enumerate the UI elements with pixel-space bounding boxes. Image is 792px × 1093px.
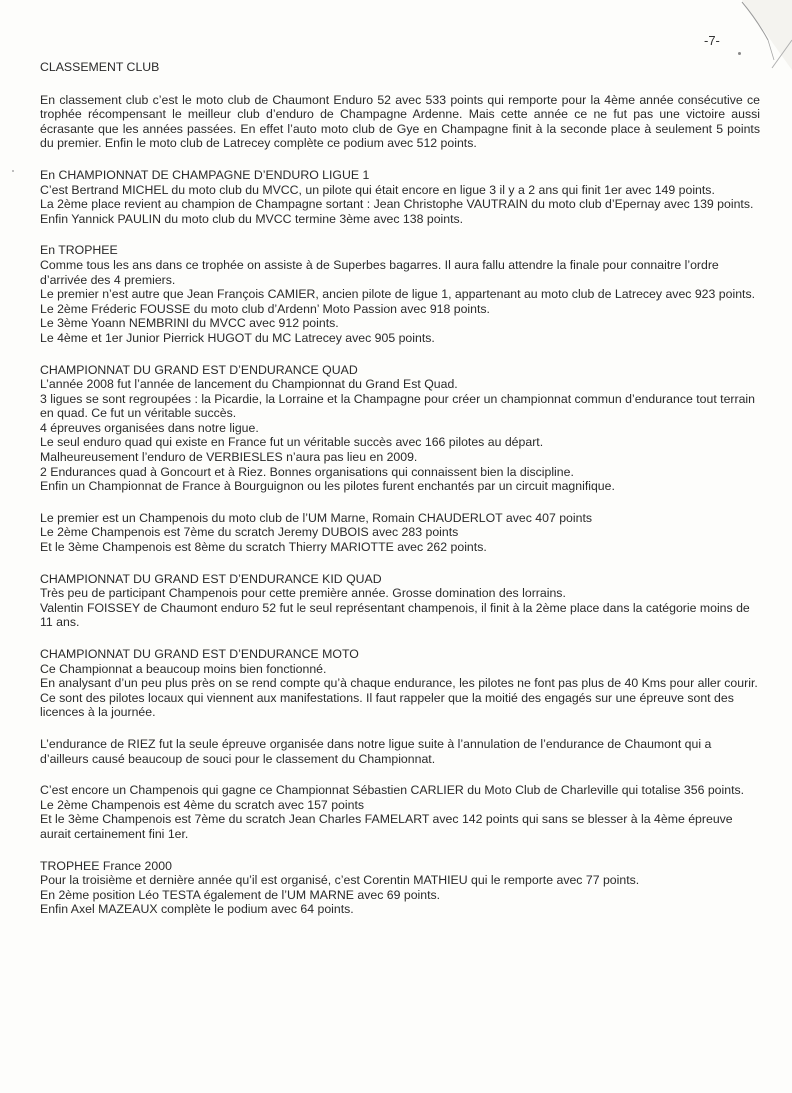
sections-container (40, 168, 760, 917)
section-paragraph: C’est encore un Champenois qui gagne ce Championnat Sébastien CARLIER du Moto Club de Charleville qui totalise 356 points. (40, 783, 745, 798)
section-paragraph: Comme tous les ans dans ce trophée on assiste à de Superbes bagarres. Il aura fallu attendre la finale pour connaitre l’ordre d’arrivée des 4 premiers. (40, 257, 719, 287)
document-body (40, 60, 760, 934)
paper-speck (738, 52, 741, 55)
section-block (40, 243, 760, 345)
section-paragraph: En 2ème position Léo TESTA également de l’UM MARNE avec 69 points. (40, 887, 441, 902)
section-heading: CHAMPIONNAT DU GRAND EST D’ENDURANCE MOTO (40, 647, 359, 661)
section-paragraph: L’année 2008 fut l’année de lancement du Championnat du Grand Est Quad. (40, 377, 458, 392)
section-paragraph: Et le 3ème Champenois est 8ème du scratch Thierry MARIOTTE avec 262 points. (40, 540, 487, 555)
section-paragraph: Le 2ème Fréderic FOUSSE du moto club d’Ardenn’ Moto Passion avec 918 points. (40, 301, 490, 316)
section-paragraph: C’est Bertrand MICHEL du moto club du MVCC, un pilote qui était encore en ligue 3 il y a 2 ans qui finit 1er avec 149 points. (40, 182, 715, 197)
section-paragraph: Le 2ème Champenois est 7ème du scratch Jeremy DUBOIS avec 283 points (40, 525, 459, 540)
section-block (40, 572, 760, 630)
section-paragraph: Valentin FOISSEY de Chaumont enduro 52 fut le seul représentant champenois, il finit à la 2ème place dans la catégorie moins de 11 ans. (40, 600, 750, 630)
section-paragraph: Pour la troisième et dernière année qu’il est organisé, c’est Corentin MATHIEU qui le remporte avec 77 points. (40, 873, 640, 888)
section-heading: CHAMPIONNAT DU GRAND EST D’ENDURANCE KID QUAD (40, 571, 382, 586)
section-block (40, 363, 760, 494)
section-paragraph: Le 3ème Yoann NEMBRINI du MVCC avec 912 points. (40, 316, 339, 331)
section-heading: CHAMPIONNAT DU GRAND EST D’ENDURANCE QUAD (40, 362, 358, 377)
section-block (40, 783, 760, 841)
section-heading: TROPHEE France 2000 (40, 858, 172, 873)
section-block (40, 859, 760, 917)
section-paragraph: Malheureusement l’enduro de VERBIESLES n’aura pas lieu en 2009. (40, 450, 418, 465)
section-paragraph: Le seul enduro quad qui existe en France fut un véritable succès avec 166 pilotes au départ. (40, 435, 544, 450)
section-paragraph: Et le 3ème Champenois est 7ème du scratch Jean Charles FAMELART avec 142 points qui sans se blesser à la 4ème épreuve aurait certainement fini 1er. (40, 812, 733, 841)
section-paragraph: Enfin Axel MAZEAUX complète le podium avec 64 points. (40, 902, 354, 917)
section-paragraph: Le 4ème et 1er Junior Pierrick HUGOT du MC Latrecey avec 905 points. (40, 330, 435, 345)
section-block (40, 647, 760, 720)
section-paragraph: Le premier est un Champenois du moto club de l’UM Marne, Romain CHAUDERLOT avec 407 points (40, 510, 593, 525)
section-heading: En TROPHEE (40, 243, 118, 258)
section-paragraph: L’endurance de RIEZ fut la seule épreuve organisée dans notre ligue suite à l’annulation de l’endurance de Chaumont qui a d’ailleurs causé beaucoup de souci pour le classement du Championnat. (40, 736, 712, 766)
section-paragraph: Enfin un Championnat de France à Bourguignon ou les pilotes furent enchantés par un circuit magnifique. (40, 479, 615, 494)
section-block (40, 168, 760, 226)
section-paragraph: Enfin Yannick PAULIN du moto club du MVCC termine 3ème avec 138 points. (40, 211, 464, 226)
section-block (40, 737, 760, 766)
section-heading: En CHAMPIONNAT DE CHAMPAGNE D’ENDURO LIGUE 1 (40, 167, 370, 182)
section-paragraph: La 2ème place revient au champion de Champagne sortant : Jean Christophe VAUTRAIN du moto club d’Epernay avec 139 points. (40, 197, 754, 212)
section-paragraph: 4 épreuves organisées dans notre ligue. (40, 420, 259, 435)
intro-paragraph: En classement club c’est le moto club de Chaumont Enduro 52 avec 533 points qui remporte pour la 4ème année consécutive ce trophée récompensant le meilleur club d’enduro de Champagne Ardenne. Mais cette année ce ne fut pas une victoire aussi écrasante que les années passées. En effet l’auto moto club de Gye en Champagne finit à la seconde place à seulement 5 points du premier. Enfin le moto club de Latrecey complète ce podium avec 512 points. (40, 92, 760, 151)
section-paragraph: Le 2ème Champenois est 4ème du scratch avec 157 points (40, 797, 365, 812)
section-block (40, 511, 760, 555)
page-title: CLASSEMENT CLUB (40, 60, 160, 74)
section-paragraph: 2 Endurances quad à Goncourt et à Riez. Bonnes organisations qui connaissent bien la discipline. (40, 464, 574, 479)
section-paragraph: En analysant d’un peu plus près on se rend compte qu’à chaque endurance, les pilotes ne font pas plus de 40 Kms pour aller courir. Ce sont des pilotes locaux qui viennent aux manifestations. Il faut rappeler que la moitié des engagés sur une épreuve sont des licences à la journée. (40, 676, 758, 720)
section-paragraph: Le premier n’est autre que Jean François CAMIER, ancien pilote de ligue 1, appartenant au moto club de Latrecey avec 923 points. (40, 287, 756, 302)
section-paragraph: Très peu de participant Champenois pour cette première année. Grosse domination des lorrains. (40, 586, 566, 601)
section-paragraph: 3 ligues se sont regroupées : la Picardie, la Lorraine et la Champagne pour créer un championnat commun d’endurance tout terrain en quad. Ce fut un véritable succès. (40, 391, 756, 421)
paper-speck (12, 170, 14, 172)
section-paragraph: Ce Championnat a beaucoup moins bien fonctionné. (40, 661, 327, 676)
page-number: -7- (704, 33, 720, 48)
